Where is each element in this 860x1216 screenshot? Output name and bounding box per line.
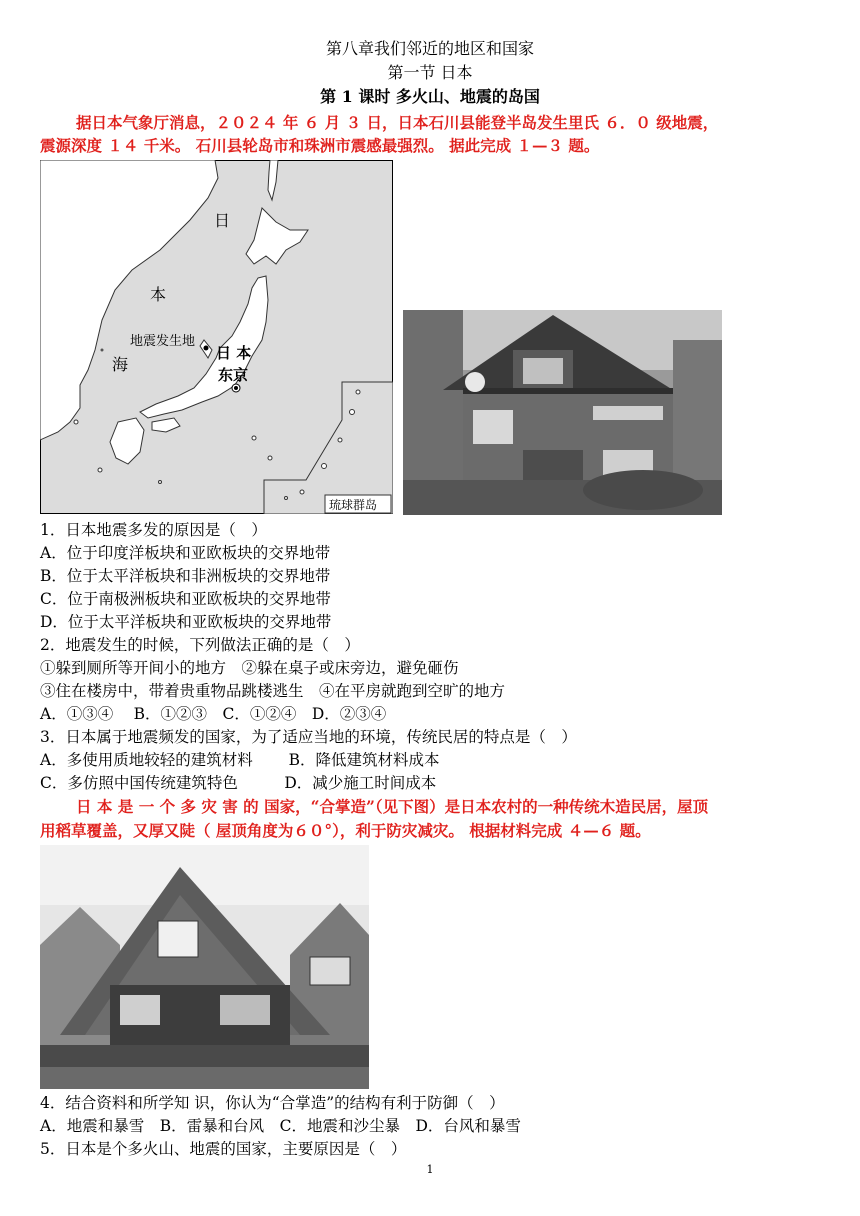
q2-stem: 2．地震发生的时候，下列做法正确的是（ ） (40, 636, 360, 654)
map-label-hai: 海 (112, 355, 129, 374)
q2-statements-3-4: ③住在楼房中，带着贵重物品跳楼逃生 ④在平房就跑到空旷的地方 (40, 682, 506, 700)
q1-option-b: B．位于太平洋板块和非洲板块的交界地带 (40, 567, 331, 585)
intro-paragraph-2-line-2: 用稻草覆盖，又厚又陡（ 屋顶角度为６０°），利于防灾减灾。 根据材料完成 ４—６ 题。 (40, 821, 651, 840)
map-label-japan: 日 本 (216, 344, 252, 362)
q2-choices: A．①③④ B．①②③ C．①②④ D．②③④ (40, 705, 387, 723)
q1-option-d: D．位于太平洋板块和亚欧板块的交界地带 (40, 613, 332, 631)
q4-choices: A．地震和暴雪 B．雷暴和台风 C．地震和沙尘暴 D．台风和暴雪 (40, 1117, 521, 1135)
q5-stem: 5．日本是个多火山、地震的国家，主要原因是（ ） (40, 1140, 407, 1158)
map-label-ryukyu: 琉球群岛 (329, 498, 378, 512)
q1-option-a: A．位于印度洋板块和亚欧板块的交界地带 (40, 544, 331, 562)
q3-options-a-b: A．多使用质地较轻的建筑材料 B．降低建筑材料成本 (40, 751, 440, 769)
chapter-title: 第八章我们邻近的地区和国家 (325, 39, 534, 58)
q3-stem: 3．日本属于地震频发的国家，为了适应当地的环境，传统民居的特点是（ ） (40, 728, 577, 746)
map-label-epicenter: 地震发生地 (130, 334, 196, 349)
lesson-title: 第 1 课时 多火山、地震的岛国 (320, 87, 540, 106)
q2-statements-1-2: ①躲到厕所等开间小的地方 ②躲在桌子或床旁边，避免砸伤 (40, 659, 459, 677)
q4-stem: 4．结合资料和所学知 识，你认为“合掌造”的结构有利于防御（ ） (40, 1094, 505, 1112)
section-title: 第一节 日本 (387, 63, 473, 82)
page-number: 1 (426, 1163, 434, 1176)
intro-paragraph-1-line-2: 震源深度 １４ 千米。 石川县轮岛市和珠洲市震感最强烈。 据此完成 １—３ 题。 (40, 136, 600, 155)
q1-option-c: C．位于南极洲板块和亚欧板块的交界地带 (40, 590, 331, 608)
map-label-ben: 本 (150, 285, 167, 304)
intro-paragraph-1-line-1: 据日本气象厅消息，２０２４ 年 ６ 月 ３ 日，日本石川县能登半岛发生里氏 ６．０ 级地震， (76, 113, 719, 132)
map-label-ri: 日 (214, 211, 231, 230)
map-label-tokyo: 东京 (218, 366, 249, 384)
intro-paragraph-2-line-1: 日 本 是 一 个 多 灾 害 的 国家，“合掌造”（见下图）是日本农村的一种传统木造民居，屋顶 (76, 797, 709, 816)
q1-stem: 1．日本地震多发的原因是（ ） (40, 521, 267, 539)
q3-options-c-d: C．多仿照中国传统建筑特色 D．减少施工时间成本 (40, 774, 437, 792)
japan-map (40, 160, 393, 514)
wooden-house-photo (403, 310, 722, 515)
gassho-zukuri-photo (40, 845, 369, 1089)
